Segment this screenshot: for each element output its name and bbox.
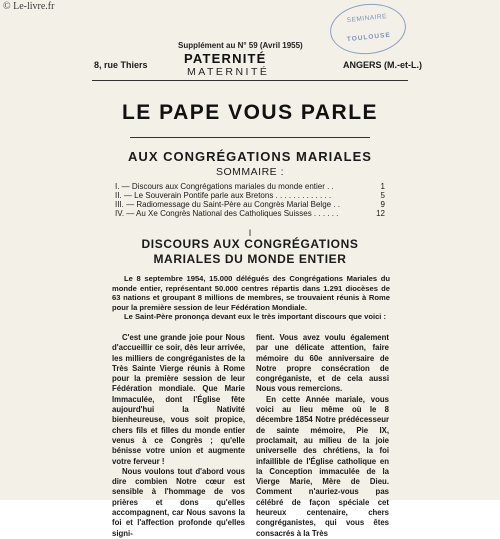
address-left: 8, rue Thiers (94, 60, 148, 70)
library-stamp (328, 0, 409, 58)
section-title-line-1: DISCOURS AUX CONGRÉGATIONS (141, 237, 359, 251)
brand-subtitle: MATERNITÉ (187, 66, 270, 78)
intro-text (112, 274, 390, 322)
watermark-text: © Le-livre.fr (3, 1, 55, 12)
toc-item (115, 182, 385, 191)
sommaire-heading: SOMMAIRE : (215, 166, 284, 178)
stamp-line-2: TOULOUSE (346, 31, 392, 44)
toc-item-page: 9 (380, 200, 385, 209)
body-column-left (112, 333, 245, 539)
toc-item-text: I. — Discours aux Congrégations mariales du monde entier . . (115, 182, 334, 191)
toc-item-text: III. — Radiomessage du Saint-Père au Congrès Marial Belge . . (115, 200, 340, 209)
header-divider (92, 80, 408, 81)
toc-item-text: II. — Le Souverain Pontife parle aux Bretons . . . . . . . . . . . . . (115, 191, 332, 200)
page-title: LE PAPE VOUS PARLE (121, 101, 379, 124)
toc-item-page: 12 (376, 209, 385, 218)
page-subtitle: AUX CONGRÉGATIONS MARIALES (128, 149, 372, 164)
stamp-line-1: SEMINAIRE (346, 12, 388, 25)
title-divider (130, 137, 370, 138)
body-paragraph: Nous voulons tout d'abord vous dire combien Notre cœur est sensible à l'hommage de vos prières et dons qu'elles accompagnent, car Nous savons la foi et l'affection profonde qu'elles signi- (112, 466, 245, 538)
address-right: ANGERS (M.-et-L.) (343, 60, 422, 70)
toc-item-text: IV. — Au Xe Congrès National des Catholiques Suisses . . . . . . (115, 209, 339, 218)
toc-item (115, 200, 385, 209)
body-paragraph: C'est une grande joie pour Nous d'accueillir ce soir, dès leur arrivée, les milliers de congréganistes de la Très Sainte Vierge réunis à Rome pour la première session de leur Fédération mondiale. Que Marie Immaculée, dont l'Église fête aujourd'hui la Nativité bienheureuse, vous soit propice, chers fils et filles du monde entier venus à ce Congrès ; qu'elle bénisse votre union et augmente votre ferveur ! (112, 333, 245, 466)
toc-item-page: 1 (380, 182, 385, 191)
intro-paragraph: Le 8 septembre 1954, 15.000 délégués des Congrégations Mariales du monde entier, représentant 50.000 centres répartis dans 1.291 diocèses de 63 nations et groupant 8 millions de membres, se trouvaient réunis à Rome pour la première session de leur Fédération Mondiale. (112, 274, 390, 312)
section-title (0, 237, 500, 267)
body-paragraph: En cette Année mariale, vous voici au lieu même où le 8 décembre 1854 Notre prédécesseur de sainte mémoire, Pie IX, proclamait, au milieu de la joie universelle des chrétiens, la foi infaillible de l'Église catholique en la Conception immaculée de la Vierge Marie, Mère de Dieu. Comment n'auriez-vous pas célébré de façon spéciale cet heureux centenaire, chers congréganistes, qui vous êtes consacrés à la Très (256, 394, 389, 538)
body-paragraph: fient. Vous avez voulu également par une délicate attention, faire mémoire du 60e anniversaire de Notre propre consécration de congréganiste, et de cela aussi Nous vous remercions. (256, 333, 389, 394)
section-title-line-2: MARIALES DU MONDE ENTIER (153, 252, 347, 266)
brand-title: PATERNITÉ (184, 51, 267, 66)
table-of-contents (115, 182, 385, 218)
toc-item (115, 191, 385, 200)
section-number: I (248, 228, 252, 238)
supplement-line: Supplément au N° 59 (Avril 1955) (178, 41, 303, 50)
toc-item (115, 209, 385, 218)
toc-item-page: 5 (380, 191, 385, 200)
intro-paragraph: Le Saint-Père prononça devant eux le très important discours que voici : (124, 312, 387, 322)
body-column-right (256, 333, 389, 539)
